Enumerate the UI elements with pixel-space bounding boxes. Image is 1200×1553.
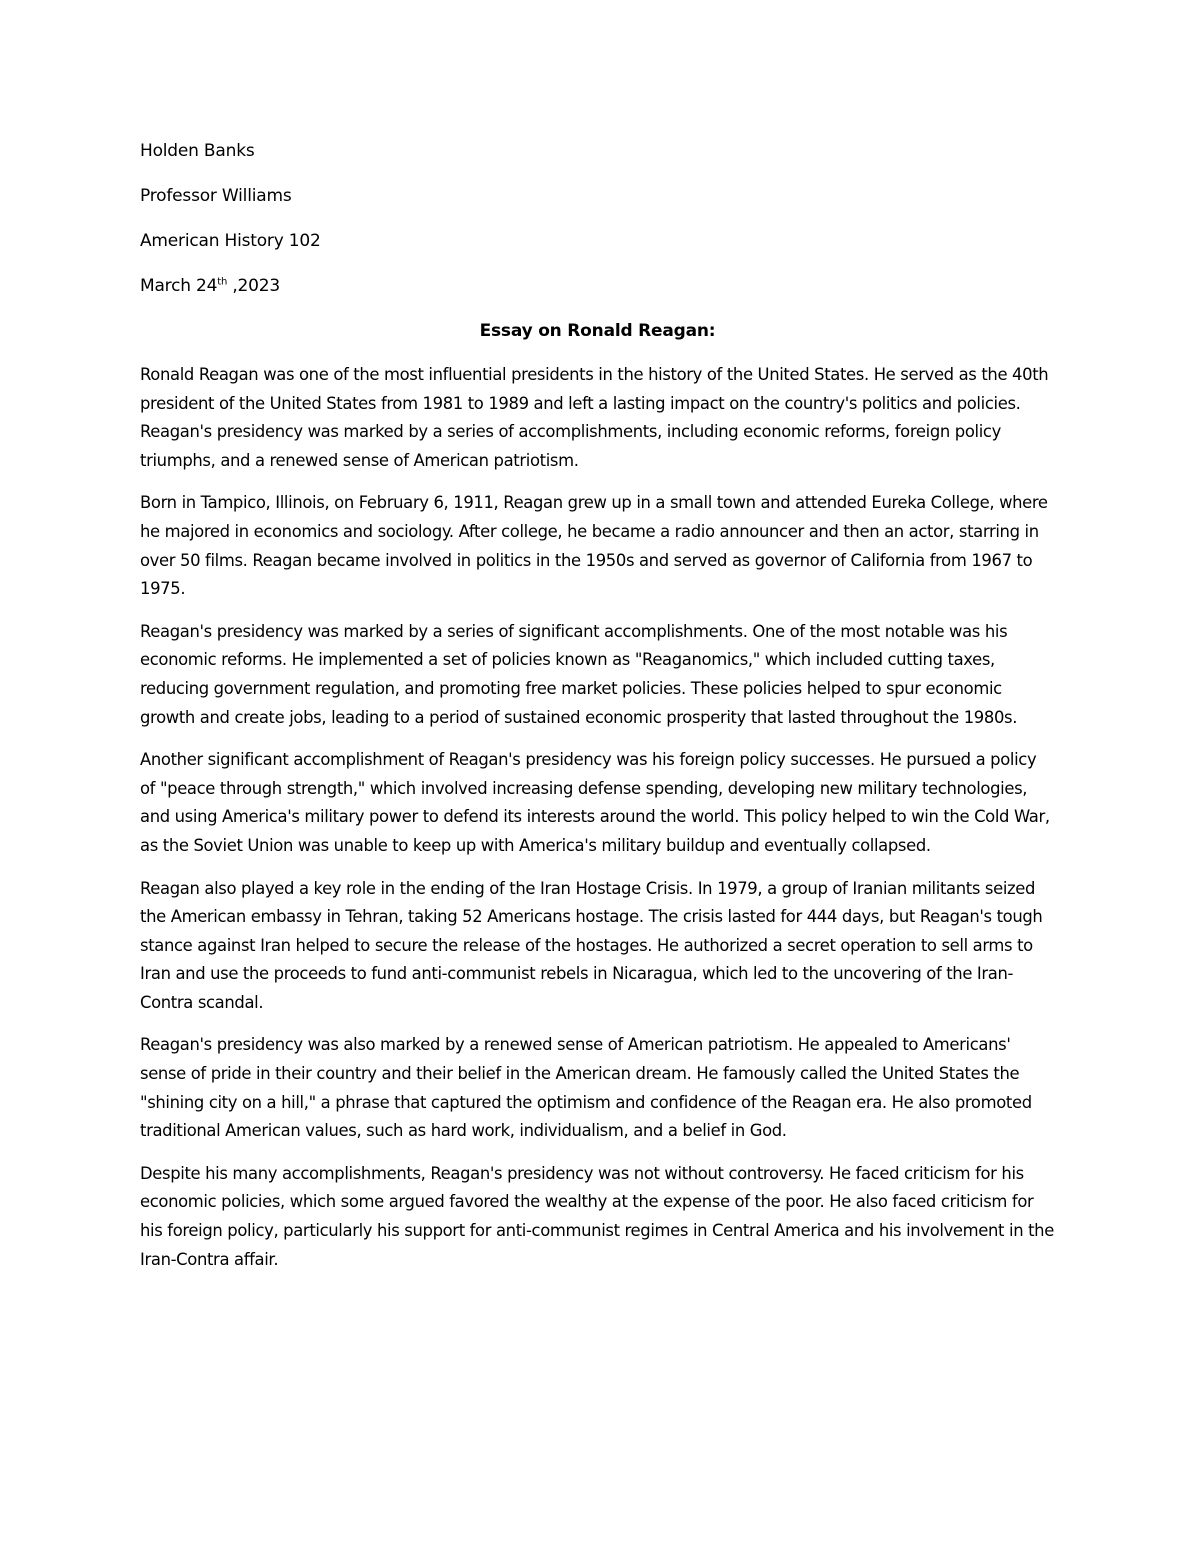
course-name: American History 102	[140, 231, 321, 251]
body-paragraph: Despite his many accomplishments, Reagan's presidency was not without controversy. He faced criticism for his economic policies, which some argued favored the wealthy at the expense of the poor. He also faced criticism for his foreign policy, particularly his support for anti-communist regimes in Central America and his involvement in the Iran-Contra affair.	[140, 1163, 1054, 1269]
date-suffix: th	[217, 276, 228, 288]
body-paragraph: Reagan's presidency was also marked by a renewed sense of American patriotism. He appealed to Americans' sense of pride in their country and their belief in the American dream. He famously called the United States the "shining city on a hill," a phrase that captured the optimism and confidence of the Reagan era. He also promoted traditional American values, such as hard work, individualism, and a belief in God.	[140, 1035, 1032, 1141]
document-page	[140, 140, 1055, 1288]
professor-name: Professor Williams	[140, 186, 292, 206]
essay-title: Essay on Ronald Reagan:	[479, 321, 716, 341]
author-name: Holden Banks	[140, 141, 255, 161]
date-month-day: March 24	[140, 276, 218, 296]
essay-date	[140, 275, 1055, 297]
body-paragraph: Reagan also played a key role in the ending of the Iran Hostage Crisis. In 1979, a group of Iranian militants seized the American embassy in Tehran, taking 52 Americans hostage. The crisis lasted for 444 days, but Reagan's tough stance against Iran helped to secure the release of the hostages. He authorized a secret operation to sell arms to Iran and use the proceeds to fund anti-communist rebels in Nicaragua, which led to the uncovering of the Iran-Contra scandal.	[140, 878, 1043, 1012]
body-paragraph: Another significant accomplishment of Reagan's presidency was his foreign policy successes. He pursued a policy of "peace through strength," which involved increasing defense spending, developing new military technologies, and using America's military power to defend its interests around the world. This policy helped to win the Cold War, as the Soviet Union was unable to keep up with America's military buildup and eventually collapsed.	[140, 750, 1050, 855]
body-paragraph: Born in Tampico, Illinois, on February 6, 1911, Reagan grew up in a small town and attended Eureka College, where he majored in economics and sociology. After college, he became a radio announcer and then an actor, starring in over 50 films. Reagan became involved in politics in the 1950s and served as governor of California from 1967 to 1975.	[140, 493, 1048, 599]
date-year: ,2023	[227, 276, 280, 296]
body-paragraph: Ronald Reagan was one of the most influential presidents in the history of the United States. He served as the 40th president of the United States from 1981 to 1989 and left a lasting impact on the country's politics and policies. Reagan's presidency was marked by a series of accomplishments, including economic reforms, foreign policy triumphs, and a renewed sense of American patriotism.	[140, 365, 1049, 470]
body-paragraph: Reagan's presidency was marked by a series of significant accomplishments. One of the most notable was his economic reforms. He implemented a set of policies known as "Reaganomics," which included cutting taxes, reducing government regulation, and promoting free market policies. These policies helped to spur economic growth and create jobs, leading to a period of sustained economic prosperity that lasted throughout the 1980s.	[140, 621, 1018, 727]
